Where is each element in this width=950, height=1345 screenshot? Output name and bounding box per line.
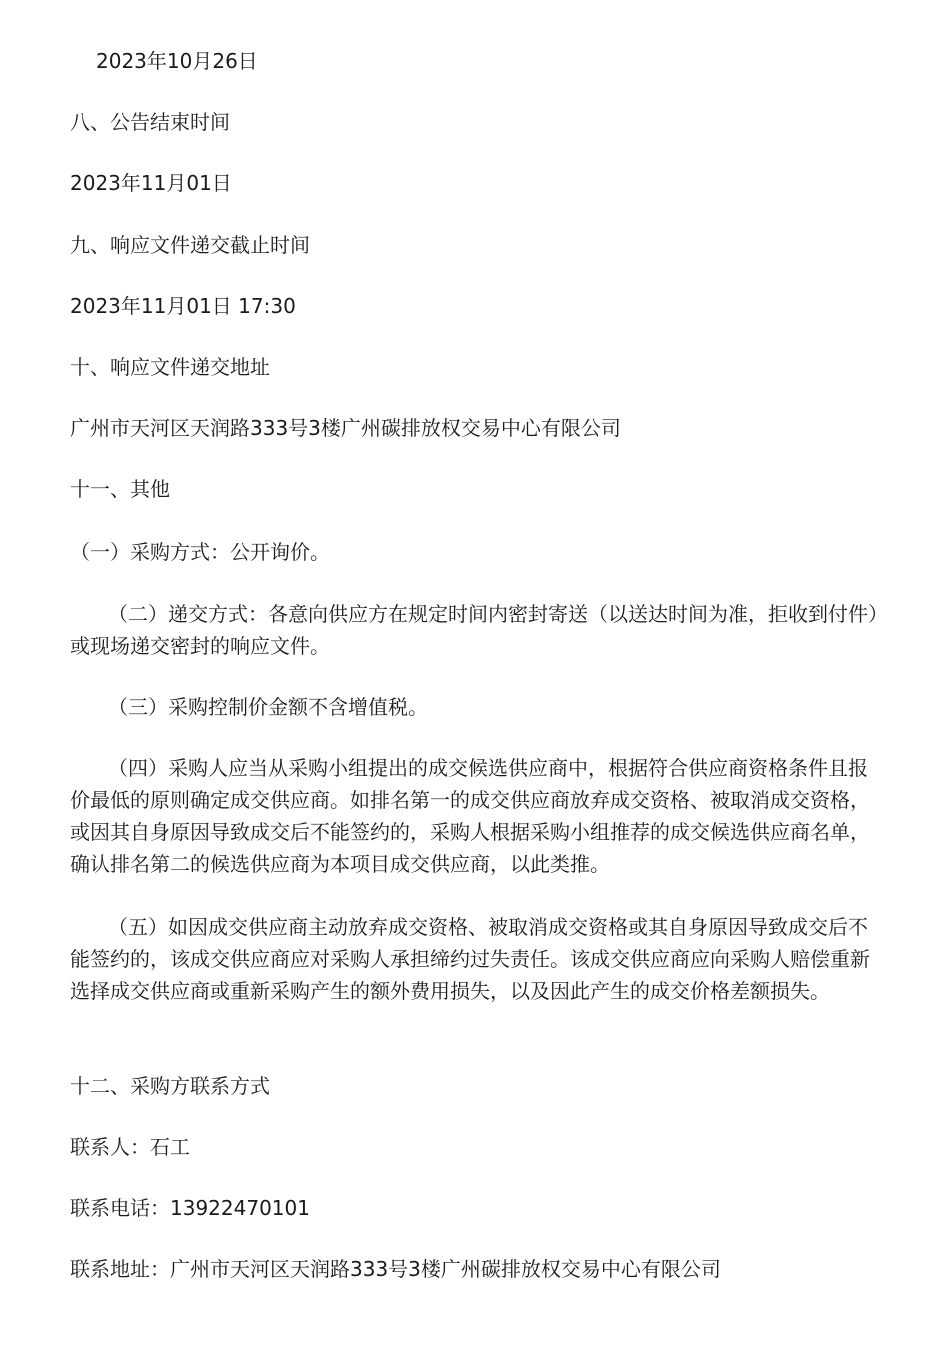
item-4: （四）采购人应当从采购小组提出的成交候选供应商中，根据符合供应商资格条件且报价最低的原则确定成交供应商。如排名第一的成交供应商放弃成交资格、被取消成交资格，或因其自身原因导致成交后不能签约的，采购人根据采购小组推荐的成交候选供应商名单，确认排名第二的候选供应商为本项目成交供应商，以此类推。 <box>70 756 870 876</box>
section-10-heading: 十、响应文件递交地址 <box>70 355 270 379</box>
deadline: 2023年11月01日 17:30 <box>70 294 296 318</box>
item-3: （三）采购控制价金额不含增值税。 <box>108 695 428 719</box>
item-1: （一）采购方式：公开询价。 <box>70 540 330 564</box>
submit-address: 广州市天河区天润路333号3楼广州碳排放权交易中心有限公司 <box>70 416 621 440</box>
item-2: （二）递交方式：各意向供应方在规定时间内密封寄送（以送达时间为准，拒收到付件）或现场递交密封的响应文件。 <box>70 602 878 658</box>
end-date: 2023年11月01日 <box>70 171 232 195</box>
contact-address: 联系地址：广州市天河区天润路333号3楼广州碳排放权交易中心有限公司 <box>70 1257 721 1281</box>
contact-phone: 联系电话：13922470101 <box>70 1196 310 1220</box>
section-8-heading: 八、公告结束时间 <box>70 110 230 134</box>
section-12-heading: 十二、采购方联系方式 <box>70 1074 270 1098</box>
section-11-heading: 十一、其他 <box>70 477 170 501</box>
contact-person: 联系人：石工 <box>70 1135 190 1159</box>
section-9-heading: 九、响应文件递交截止时间 <box>70 233 310 257</box>
item-5: （五）如因成交供应商主动放弃成交资格、被取消成交资格或其自身原因导致成交后不能签约的，该成交供应商应对采购人承担缔约过失责任。该成交供应商应向采购人赔偿重新选择成交供应商或重新采购产生的额外费用损失，以及因此产生的成交价格差额损失。 <box>70 915 870 1003</box>
publish-date: 2023年10月26日 <box>96 49 258 73</box>
